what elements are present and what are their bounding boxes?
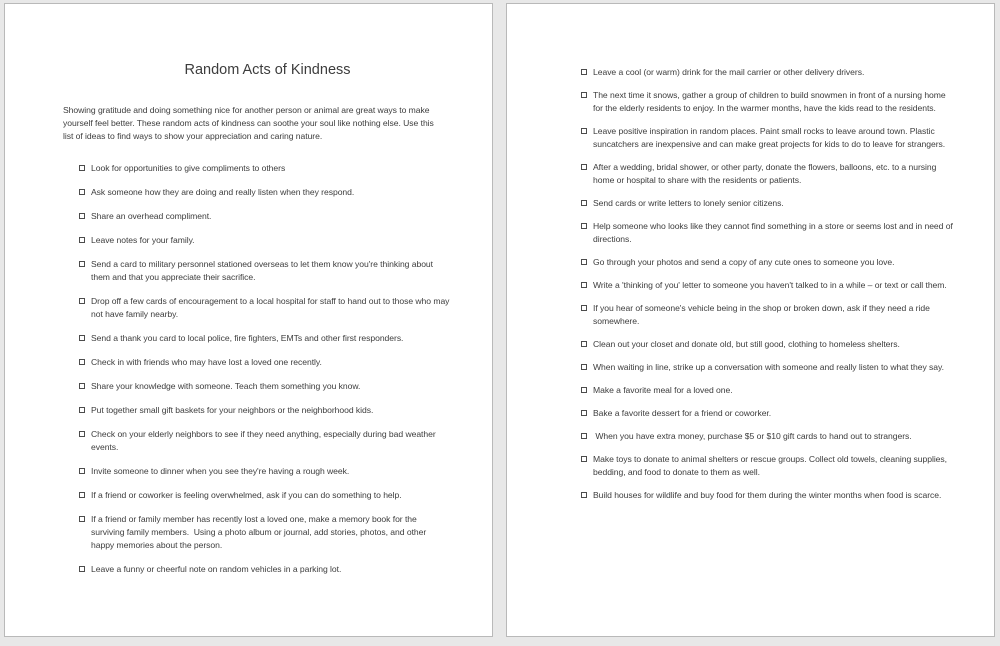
- checkbox-icon: [79, 298, 85, 304]
- checklist-item-text: Put together small gift baskets for your neighbors or the neighborhood kids.: [91, 405, 374, 416]
- checklist-item-text: The next time it snows, gather a group of children to build snowmen in front of a nursing home for the elderly residents to enjoy. In the warmer months, have the kids read to the residents.: [593, 90, 948, 113]
- checkbox-icon: [581, 92, 587, 98]
- checklist-item-text: If a friend or coworker is feeling overwhelmed, ask if you can do something to help.: [91, 490, 402, 501]
- checklist-item: [581, 384, 994, 397]
- checklist-item-text: If a friend or family member has recently lost a loved one, make a memory book for the surviving family members. Using a photo album or journal, add stories, photos, and other happy memories about the person.: [91, 514, 429, 551]
- checklist-item: [79, 295, 492, 321]
- checkbox-icon: [79, 407, 85, 413]
- checkbox-icon: [79, 261, 85, 267]
- checklist-item: [581, 361, 994, 374]
- checklist-item: [581, 161, 994, 187]
- checklist-item: [79, 234, 492, 247]
- checklist-item-text: Help someone who looks like they cannot find something in a store or seems lost and in need of directions.: [593, 221, 956, 244]
- checkbox-icon: [581, 341, 587, 347]
- checkbox-icon: [79, 492, 85, 498]
- checkbox-icon: [581, 456, 587, 462]
- checklist-item: [581, 89, 994, 115]
- checklist-item-text: Leave positive inspiration in random places. Paint small rocks to leave around town. Plastic suncatchers are inexpensive and can make great projects for kids to do to leave for strangers.: [593, 126, 946, 149]
- checklist-item-text: Send cards or write letters to lonely senior citizens.: [593, 198, 784, 208]
- checklist-item: [79, 489, 492, 502]
- checklist-item-text: Share your knowledge with someone. Teach them something you know.: [91, 381, 361, 392]
- checkbox-icon: [581, 128, 587, 134]
- checkbox-icon: [581, 69, 587, 75]
- checkbox-icon: [581, 492, 587, 498]
- checklist-item: [581, 302, 994, 328]
- checklist-item: [581, 279, 994, 292]
- checklist-item: [79, 380, 492, 393]
- checkbox-icon: [79, 566, 85, 572]
- checklist-item: [581, 220, 994, 246]
- checklist-item: [79, 162, 492, 175]
- checklist-item: [79, 332, 492, 345]
- checklist-item-text: Send a card to military personnel stationed overseas to let them know you're thinking about them and that you appreciate their sacrifice.: [91, 259, 436, 283]
- checklist-item-text: Invite someone to dinner when you see they're having a rough week.: [91, 466, 350, 477]
- checklist-item-text: After a wedding, bridal shower, or other party, donate the flowers, balloons, etc. to a nursing home or hospital to share with the residents or patients.: [593, 162, 939, 185]
- checklist-item-text: Make a favorite meal for a loved one.: [593, 385, 733, 395]
- checklist-item-text: Leave notes for your family.: [91, 235, 195, 246]
- checkbox-icon: [581, 410, 587, 416]
- checkbox-icon: [79, 516, 85, 522]
- checklist-item: [581, 453, 994, 479]
- checklist-item-text: Write a 'thinking of you' letter to someone you haven't talked to in a while – or text or call them.: [593, 280, 947, 290]
- checkbox-icon: [581, 259, 587, 265]
- checklist-item: [581, 125, 994, 151]
- checklist-item: [79, 404, 492, 417]
- checklist-item: [79, 210, 492, 223]
- checkbox-icon: [79, 431, 85, 437]
- checklist-item-text: Leave a funny or cheerful note on random vehicles in a parking lot.: [91, 564, 342, 575]
- checkbox-icon: [581, 433, 587, 439]
- checkbox-icon: [581, 305, 587, 311]
- kindness-checklist-page-2: [581, 66, 994, 502]
- checklist-item-text: Check in with friends who may have lost a loved one recently.: [91, 357, 322, 368]
- checkbox-icon: [581, 364, 587, 370]
- checkbox-icon: [581, 223, 587, 229]
- checklist-item: [581, 66, 994, 79]
- checkbox-icon: [79, 468, 85, 474]
- document-page-1: [4, 3, 493, 637]
- checklist-item-text: If you hear of someone's vehicle being in the shop or broken down, ask if they need a ride somewhere.: [593, 303, 933, 326]
- document-title: Random Acts of Kindness: [184, 62, 351, 78]
- checklist-item: [79, 428, 492, 454]
- checkbox-icon: [79, 165, 85, 171]
- checklist-item-text: Ask someone how they are doing and really listen when they respond.: [91, 187, 355, 198]
- checkbox-icon: [79, 383, 85, 389]
- checklist-item: [79, 356, 492, 369]
- checkbox-icon: [581, 200, 587, 206]
- checklist-item-text: Build houses for wildlife and buy food for them during the winter months when food is scarce.: [593, 490, 942, 500]
- checklist-item: [79, 186, 492, 199]
- checklist-item-text: Make toys to donate to animal shelters or rescue groups. Collect old towels, cleaning supplies, bedding, and food to donate to them as well.: [593, 454, 950, 477]
- checklist-item: [581, 430, 994, 443]
- checklist-item: [581, 197, 994, 210]
- checklist-item: [79, 563, 492, 576]
- checklist-item-text: Share an overhead compliment.: [91, 211, 212, 222]
- checklist-item-text: Drop off a few cards of encouragement to a local hospital for staff to hand out to those who may not have family nearby.: [91, 296, 452, 320]
- checklist-item: [581, 489, 994, 502]
- checkbox-icon: [581, 164, 587, 170]
- checkbox-icon: [581, 387, 587, 393]
- checklist-item: [79, 258, 492, 284]
- checklist-item: [581, 338, 994, 351]
- checkbox-icon: [79, 213, 85, 219]
- checkbox-icon: [79, 237, 85, 243]
- checkbox-icon: [79, 335, 85, 341]
- checklist-item-text: Go through your photos and send a copy of any cute ones to someone you love.: [593, 257, 895, 267]
- checklist-item-text: When waiting in line, strike up a conversation with someone and really listen to what they say.: [593, 362, 944, 372]
- document-page-2: [506, 3, 995, 637]
- intro-paragraph: Showing gratitude and doing something nice for another person or animal are great ways to make yourself feel better. These random acts of kindness can soothe your soul like nothing else. Use this list of ideas to find ways to show your appreciation and caring nature.: [63, 105, 437, 141]
- checklist-item: [581, 407, 994, 420]
- checklist-item-text: Clean out your closet and donate old, but still good, clothing to homeless shelters.: [593, 339, 900, 349]
- checklist-item: [581, 256, 994, 269]
- checklist-item-text: Leave a cool (or warm) drink for the mail carrier or other delivery drivers.: [593, 67, 865, 77]
- checklist-item-text: Check on your elderly neighbors to see if they need anything, especially during bad weather events.: [91, 429, 439, 453]
- kindness-checklist-page-1: [79, 162, 492, 576]
- checklist-item-text: Send a thank you card to local police, fire fighters, EMTs and other first responders.: [91, 333, 404, 344]
- checklist-item-text: When you have extra money, purchase $5 or $10 gift cards to hand out to strangers.: [593, 431, 912, 441]
- checkbox-icon: [581, 282, 587, 288]
- checklist-item-text: Look for opportunities to give compliments to others: [91, 163, 286, 174]
- checklist-item: [79, 465, 492, 478]
- checkbox-icon: [79, 189, 85, 195]
- checklist-item-text: Bake a favorite dessert for a friend or coworker.: [593, 408, 772, 418]
- checkbox-icon: [79, 359, 85, 365]
- checklist-item: [79, 513, 492, 552]
